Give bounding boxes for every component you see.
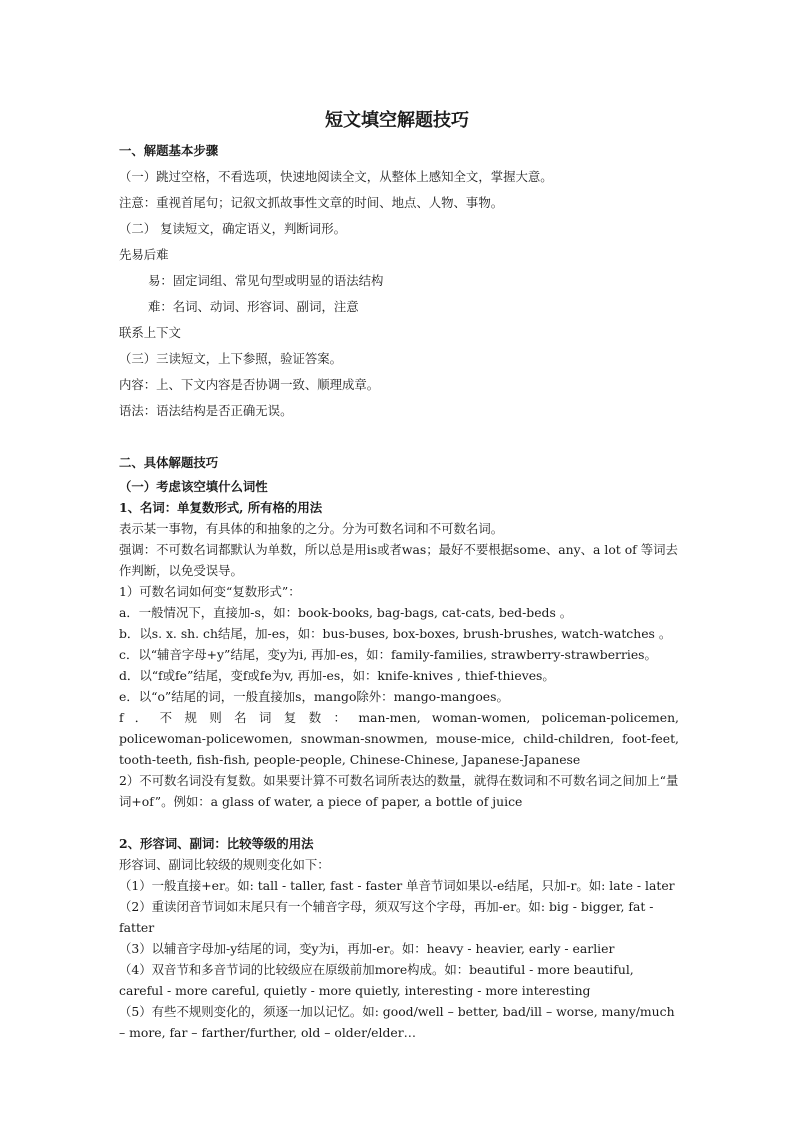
- list-item: c．以“辅音字母+y”结尾，变y为i, 再加-es，如：family-families, strawberry-strawberries。: [119, 647, 657, 662]
- list-item: （1）一般直接+er。如: tall - taller, fast - faster 单音节词如果以-e结尾，只加-r。如: late - later: [119, 878, 675, 893]
- list-item: （3）以辅音字母加-y结尾的词，变y为i，再加-er。如：heavy - heavier, early - earlier: [119, 941, 615, 956]
- paragraph: 1）可数名词如何变“复数形式”：: [119, 584, 301, 599]
- list-item-continued: policewoman-policewomen, snowman-snowmen, mouse-mice, child-children, foot-feet,: [119, 731, 679, 746]
- list-item: （5）有些不规则变化的，须逐一加以记忆。如: good/well – better, bad/ill – worse, many/much – more, far – farther/further, old – older/elder…: [119, 1004, 675, 1040]
- paragraph: 形容词、副词比较级的规则变化如下：: [119, 857, 330, 872]
- section-heading-techniques: 二、具体解题技巧: [119, 455, 219, 470]
- paragraph: （二） 复读短文，确定语义，判断词形。: [119, 221, 346, 236]
- list-item: a．一般情况下，直接加-s，如：book-books, bag-bags, cat-cats, bed-beds 。: [119, 605, 573, 620]
- list-item: （2）重读闭音节词如末尾只有一个辅音字母，须双写这个字母，再加-er。如: big - bigger, fat - fatter: [119, 899, 654, 935]
- spacer: [119, 424, 679, 450]
- subsection-heading-adjectives: 2、形容词、副词：比较等级的用法: [119, 836, 314, 851]
- list-item: （4）双音节和多音节词的比较级应在原级前加more构成。如：beautiful - more beautiful, careful - more careful, quietly - more quietly, interesting - more interesting: [119, 962, 634, 998]
- paragraph: 2）不可数名词没有复数。如果要计算不可数名词所表达的数量，就得在数词和不可数名词之间加上“量词+of”。例如：a glass of water, a piece of paper, a bottle of juice: [119, 773, 679, 809]
- noun-section: [119, 476, 679, 812]
- spacer: [119, 812, 679, 833]
- list-item: b．以s. x. sh. ch结尾，加-es，如：bus-buses, box-boxes, brush-brushes, watch-watches 。: [119, 626, 672, 641]
- paragraph: 易：固定词组、常见句型或明显的语法结构: [148, 273, 384, 288]
- section-heading-steps: 一、解题基本步骤: [119, 143, 219, 158]
- paragraph: （三）三读短文，上下参照，验证答案。: [119, 351, 343, 366]
- list-item: e．以“o”结尾的词，一般直接加s，mango除外：mango-mangoes。: [119, 689, 509, 704]
- list-item: f ． 不 规 则 名 词 复 数 ： man-men, woman-women, policeman-policemen,: [119, 710, 679, 725]
- adjective-section: [119, 833, 679, 1043]
- paragraph: 表示某一事物，有具体的和抽象的之分。分为可数名词和不可数名词。: [119, 521, 504, 536]
- subsection-heading: （一）考虑该空填什么词性: [119, 479, 268, 494]
- subsection-heading-nouns: 1、名词：单复数形式, 所有格的用法: [119, 500, 323, 515]
- paragraph: 强调：不可数名词都默认为单数，所以总是用is或者was；最好不要根据some、any、a lot of 等词去作判断，以免受误导。: [119, 542, 678, 578]
- paragraph: （一）跳过空格，不看选项，快速地阅读全文，从整体上感知全文，掌握大意。: [119, 169, 553, 184]
- paragraph: 内容：上、下文内容是否协调一致、顺理成章。: [119, 377, 380, 392]
- page-title: 短文填空解题技巧: [325, 110, 469, 131]
- paragraph: 注意：重视首尾句；记叙文抓故事性文章的时间、地点、人物、事物。: [119, 195, 504, 210]
- paragraph: 难：名词、动词、形容词、副词，注意: [148, 299, 359, 314]
- document-body: [119, 138, 679, 1043]
- paragraph: 语法：语法结构是否正确无误。: [119, 403, 293, 418]
- list-item-continued: tooth-teeth, fish-fish, people-people, Chinese-Chinese, Japanese-Japanese: [119, 752, 581, 767]
- paragraph: 联系上下文: [119, 325, 181, 340]
- list-item: d．以“f或fe”结尾，变f或fe为v, 再加-es，如：knife-knives , thief-thieves。: [119, 668, 555, 683]
- paragraph: 先易后难: [119, 247, 169, 262]
